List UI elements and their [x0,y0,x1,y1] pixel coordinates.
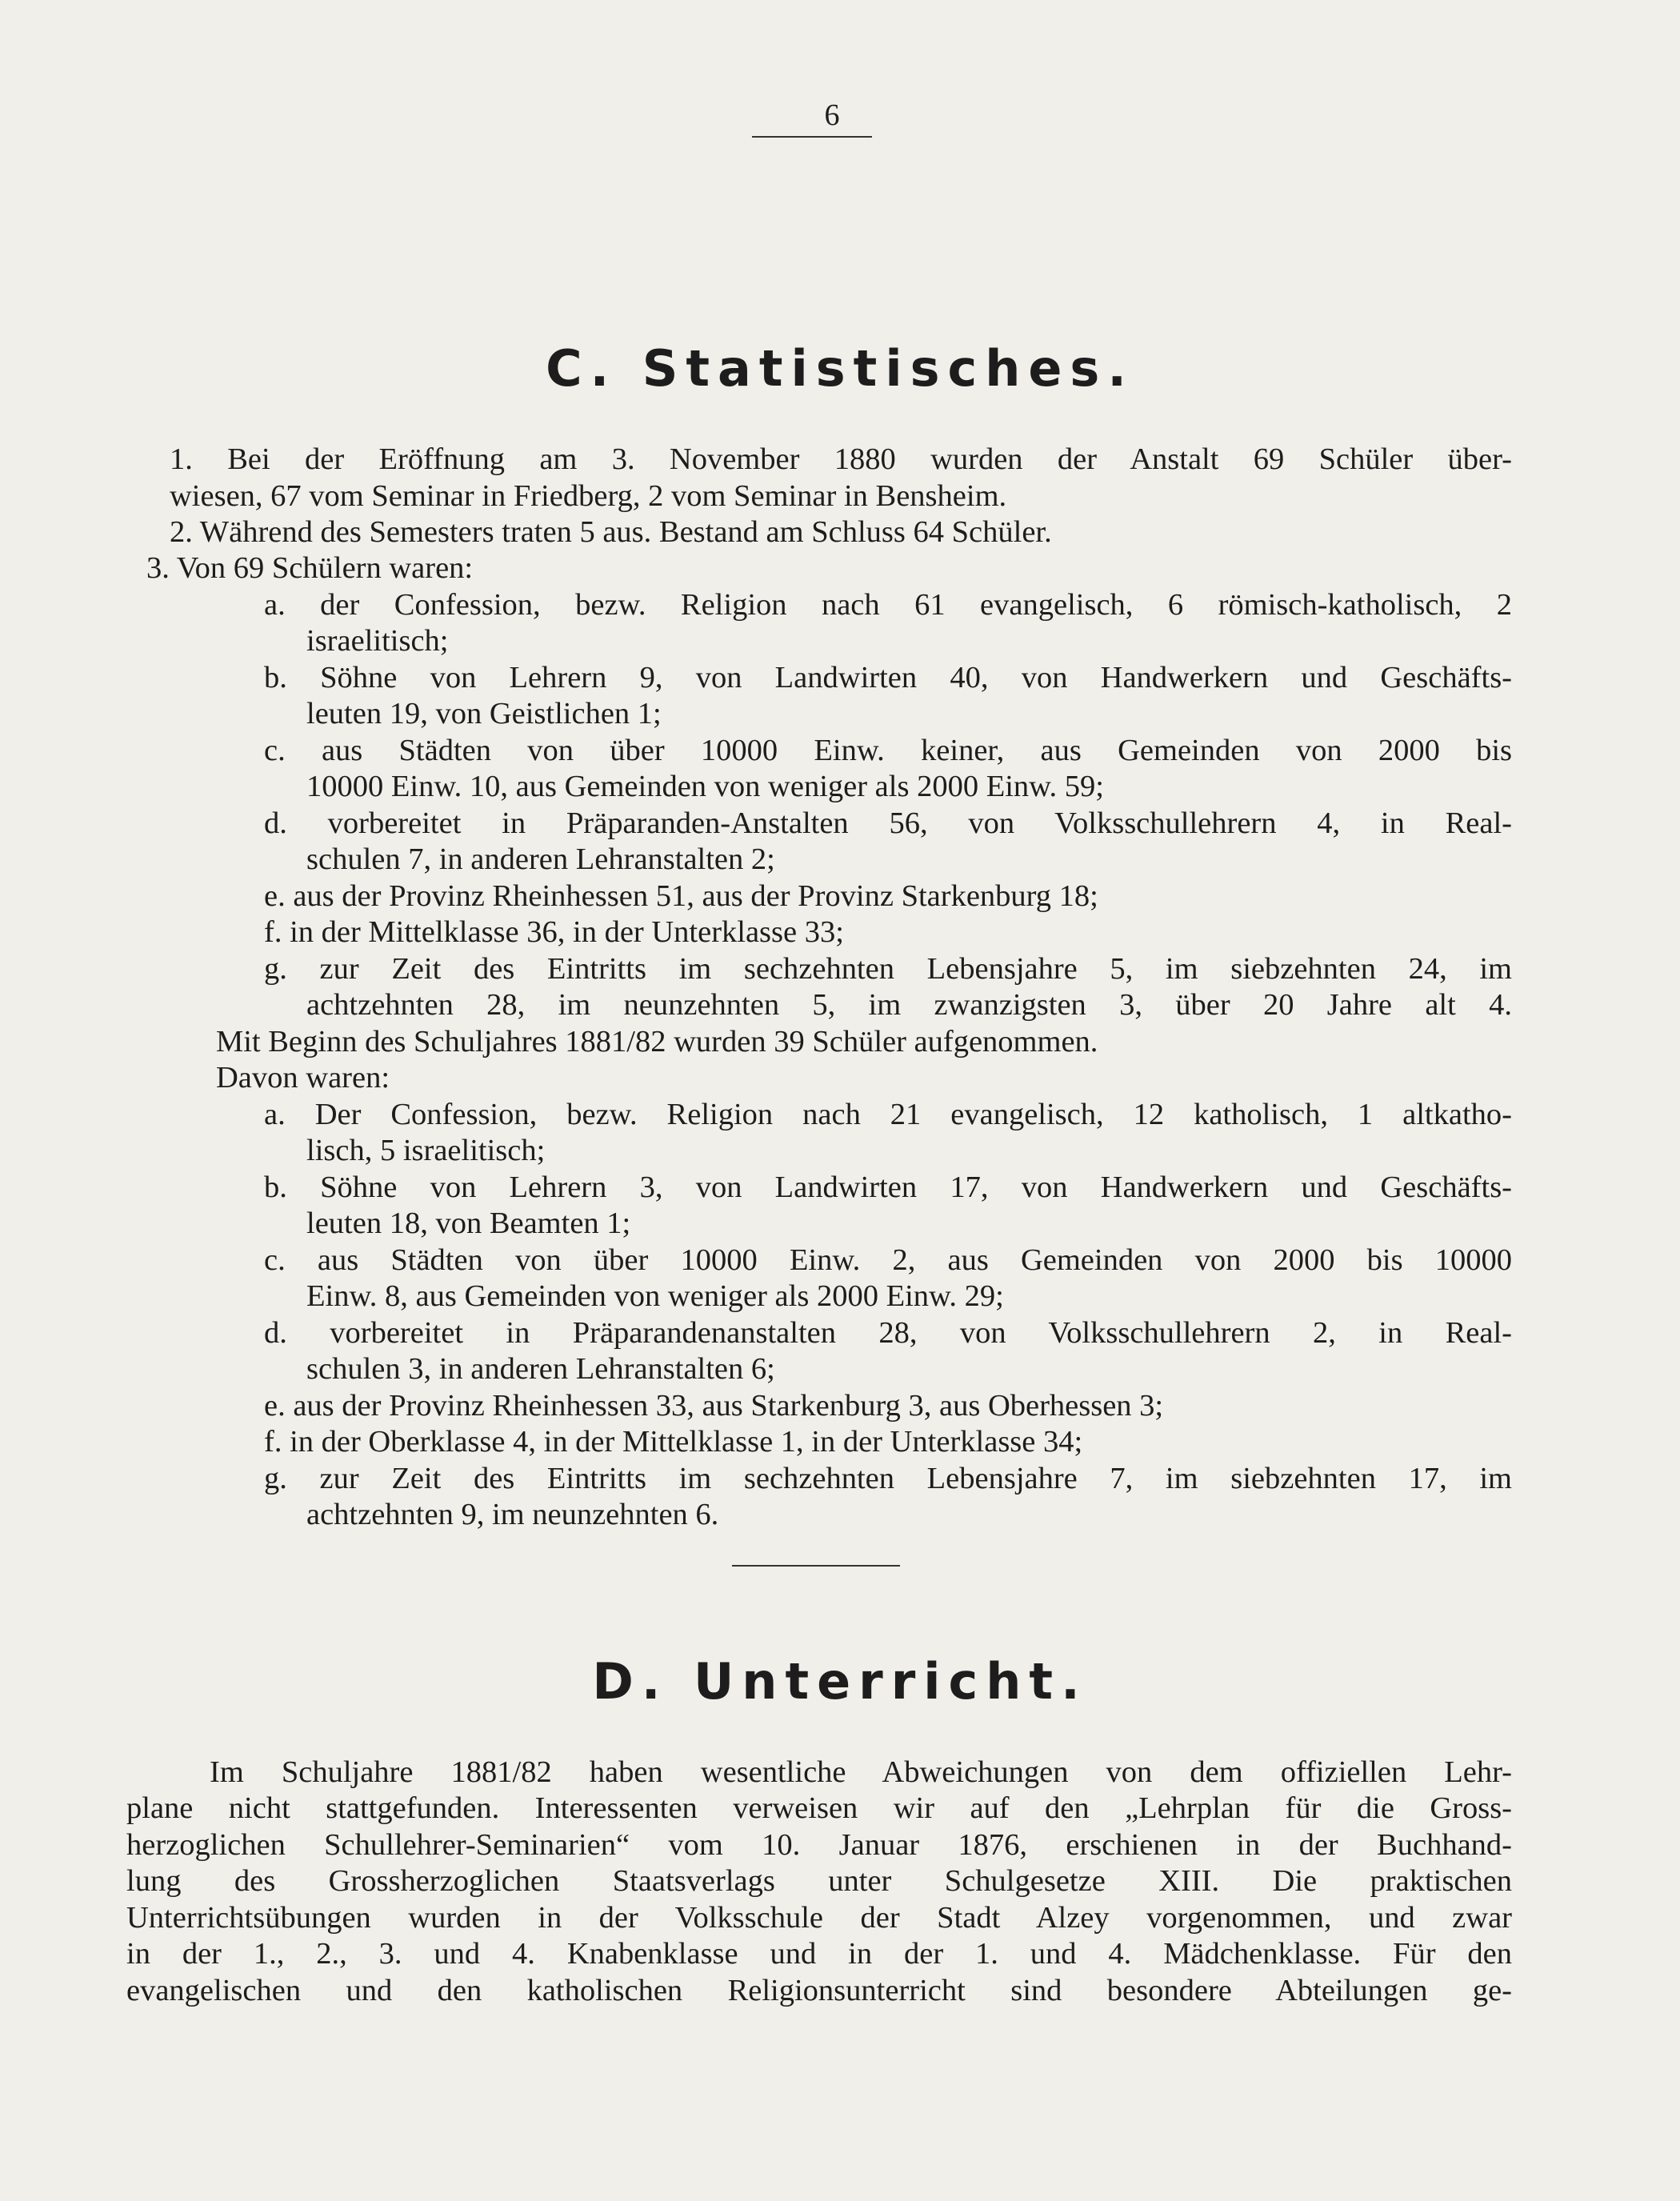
text-line: 3. Von 69 Schülern waren: [146,551,474,585]
text-line: herzoglichen Schullehrer-Seminarien“ vom 10. Januar 1876, erschienen in der Buchhand- [126,1828,1512,1862]
text-line: d. vorbereitet in Präparanden-Anstalten 56, von Volksschullehrern 4, in Real- [264,806,1512,840]
text-line: achtzehnten 28, im neunzehnten 5, im zwanzigsten 3, über 20 Jahre alt 4. [306,988,1512,1022]
section-divider [732,1565,900,1567]
text-line: f. in der Oberklasse 4, in der Mittelklasse 1, in der Unterklasse 34; [264,1425,1083,1459]
text-line: achtzehnten 9, im neunzehnten 6. [306,1498,719,1531]
text-line: g. zur Zeit des Eintritts im sechzehnten Lebensjahre 7, im siebzehnten 17, im [264,1462,1512,1495]
text-line: c. aus Städten von über 10000 Einw. keiner, aus Gemeinden von 2000 bis [264,734,1512,767]
text-line: Davon waren: [216,1061,390,1094]
section-d-heading: D. Unterricht. [592,1652,1088,1711]
text-line: lisch, 5 israelitisch; [306,1134,546,1167]
text-line: 10000 Einw. 10, aus Gemeinden von weniger als 2000 Einw. 59; [306,770,1104,803]
text-line: schulen 3, in anderen Lehranstalten 6; [306,1352,775,1386]
text-line: 2. Während des Semesters traten 5 aus. Bestand am Schluss 64 Schüler. [170,515,1052,549]
text-line: israelitisch; [306,624,449,658]
top-rule [752,136,872,138]
page-number: 6 [824,98,840,132]
text-line: a. der Confession, bezw. Religion nach 61 evangelisch, 6 römisch-katholisch, 2 [264,588,1512,622]
text-line: c. aus Städten von über 10000 Einw. 2, aus Gemeinden von 2000 bis 10000 [264,1243,1512,1277]
text-line: wiesen, 67 vom Seminar in Friedberg, 2 vom Seminar in Bensheim. [170,479,1007,513]
text-line: Einw. 8, aus Gemeinden von weniger als 2000 Einw. 29; [306,1279,1004,1313]
text-line: leuten 18, von Beamten 1; [306,1207,631,1240]
section-c-heading: C. Statistisches. [546,339,1134,398]
text-line: lung des Grossherzoglichen Staatsverlags unter Schulgesetze XIII. Die praktischen [126,1864,1512,1898]
text-line: schulen 7, in anderen Lehranstalten 2; [306,842,775,876]
text-line: g. zur Zeit des Eintritts im sechzehnten Lebensjahre 5, im siebzehnten 24, im [264,952,1512,986]
text-line: plane nicht stattgefunden. Interessenten verweisen wir auf den „Lehrplan für die Gross- [126,1791,1512,1825]
text-line: a. Der Confession, bezw. Religion nach 21 evangelisch, 12 katholisch, 1 altkatho- [264,1098,1512,1131]
text-line: 1. Bei der Eröffnung am 3. November 1880 wurden der Anstalt 69 Schüler über- [170,442,1512,476]
text-line: e. aus der Provinz Rheinhessen 51, aus der Provinz Starkenburg 18; [264,879,1098,913]
text-line: Im Schuljahre 1881/82 haben wesentliche Abweichungen von dem offiziellen Lehr- [210,1755,1512,1789]
text-line: b. Söhne von Lehrern 3, von Landwirten 17, von Handwerkern und Geschäfts- [264,1171,1512,1204]
text-line: evangelischen und den katholischen Religionsunterricht sind besondere Abteilungen ge- [126,1974,1512,2007]
text-line: leuten 19, von Geistlichen 1; [306,697,662,730]
text-line: e. aus der Provinz Rheinhessen 33, aus Starkenburg 3, aus Oberhessen 3; [264,1389,1164,1423]
text-line: Mit Beginn des Schuljahres 1881/82 wurden 39 Schüler aufgenommen. [216,1025,1098,1058]
text-line: f. in der Mittelklasse 36, in der Unterklasse 33; [264,915,844,949]
text-line: Unterrichtsübungen wurden in der Volksschule der Stadt Alzey vorgenommen, und zwar [126,1901,1512,1935]
text-line: b. Söhne von Lehrern 9, von Landwirten 40, von Handwerkern und Geschäfts- [264,661,1512,694]
text-line: in der 1., 2., 3. und 4. Knabenklasse und in der 1. und 4. Mädchenklasse. Für den [126,1937,1512,1971]
text-line: d. vorbereitet in Präparandenanstalten 28, von Volksschullehrern 2, in Real- [264,1316,1512,1350]
